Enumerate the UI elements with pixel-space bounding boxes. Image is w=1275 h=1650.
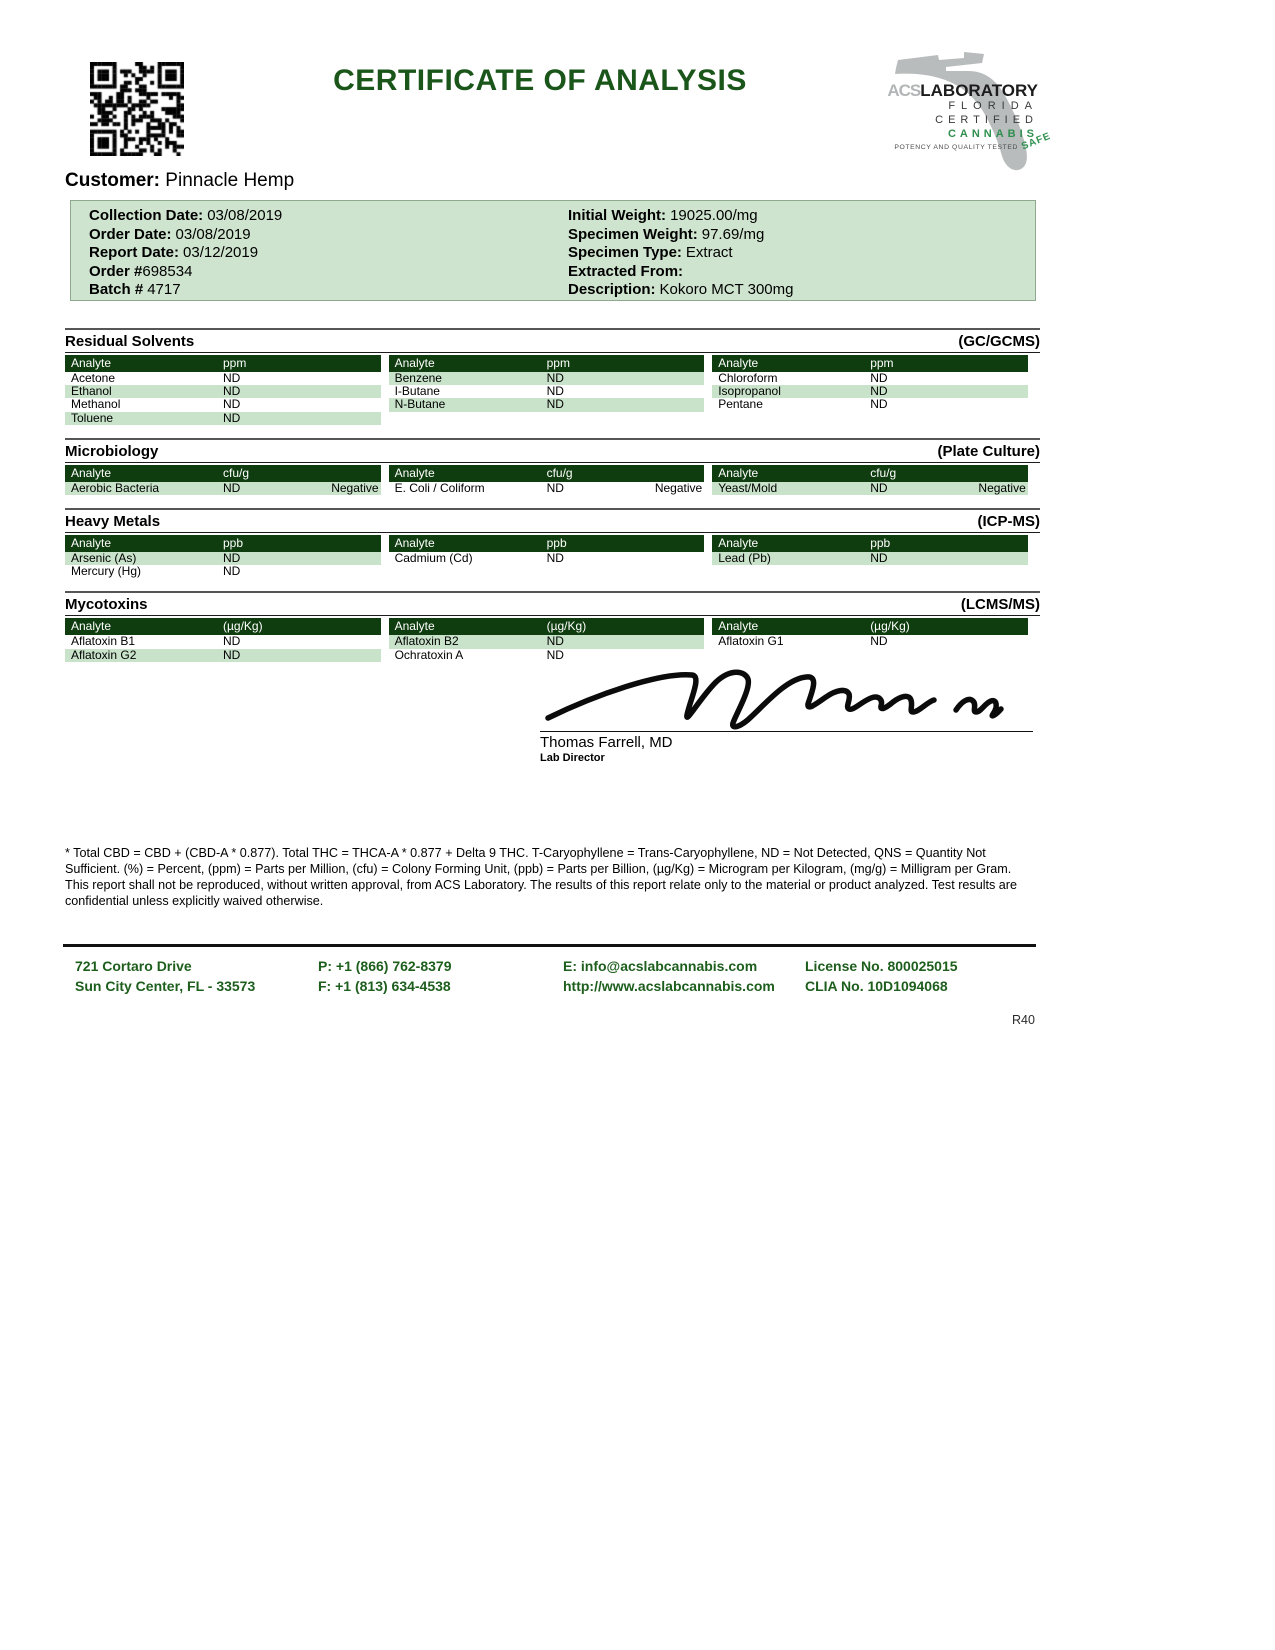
footer-phones <box>318 957 451 996</box>
analyte-value: ND <box>546 647 564 662</box>
info-value: Extract <box>685 244 733 262</box>
analyte-row <box>389 398 705 411</box>
table-header-bar <box>712 535 1028 552</box>
info-line <box>89 207 282 226</box>
table-header-bar <box>389 355 705 372</box>
analyte-value: ND <box>870 550 888 565</box>
analyte-name: Acetone <box>71 371 116 385</box>
table-header-bar <box>712 355 1028 372</box>
unit-column-header: ppb <box>223 535 244 550</box>
analyte-table <box>389 465 705 495</box>
analyte-row <box>65 412 381 425</box>
result-flag: Negative <box>331 480 379 495</box>
info-value: 03/08/2019 <box>207 207 283 224</box>
analyte-value: ND <box>223 397 241 412</box>
customer-label: Customer: <box>65 170 161 191</box>
analyte-name: Yeast/Mold <box>718 480 778 495</box>
analyte-value: ND <box>546 634 564 649</box>
analyte-table <box>65 535 381 578</box>
test-sections <box>65 328 1040 675</box>
info-line <box>568 263 793 282</box>
info-label: Order # <box>89 262 143 280</box>
analyte-value: ND <box>223 371 241 385</box>
info-line <box>89 281 282 300</box>
analyte-row <box>65 649 381 662</box>
analyte-table <box>389 355 705 425</box>
analyte-table <box>65 355 381 425</box>
info-label: Order Date: <box>89 225 172 243</box>
logo-acs-text: ACS <box>887 81 921 100</box>
analyte-name: Cadmium (Cd) <box>394 550 473 565</box>
info-label: Specimen Type: <box>568 244 682 262</box>
acs-laboratory-logo <box>868 44 1053 172</box>
footer-divider <box>63 944 1036 947</box>
section-heavy-metals <box>65 508 1040 578</box>
clia-number: CLIA No. 10D1094068 <box>805 977 948 994</box>
analyte-name: Benzene <box>394 371 442 385</box>
analyte-table <box>712 355 1028 425</box>
fax-number: F: +1 (813) 634-4538 <box>318 977 451 994</box>
analyte-row <box>389 552 705 565</box>
table-header-bar <box>389 465 705 482</box>
footer-license <box>805 957 958 996</box>
unit-column-header: cfu/g <box>223 465 250 480</box>
customer-name: Pinnacle Hemp <box>165 170 295 191</box>
section-tables <box>65 465 1028 495</box>
analyte-name: Methanol <box>71 397 121 412</box>
analyte-row <box>65 635 381 648</box>
analyte-table <box>65 465 381 495</box>
email-address: E: info@acslabcannabis.com <box>563 958 758 974</box>
info-line <box>568 226 793 245</box>
unit-column-header: cfu/g <box>546 465 573 480</box>
footnote-definitions: * Total CBD = CBD + (CBD-A * 0.877). Total THC = THCA-A * 0.877 + Delta 9 THC. T-Caryophyllene = Trans-Caryophyllene, ND = Not Detected, QNS = Quantity Not Sufficient. (%) = Percent, (ppm) = Parts per Million, (cfu) = Colony Forming Unit, (ppb) = Parts per Billion, (µg/Kg) = Microgram per Kilogram, (mg/g) = Milligram per Gram. <box>65 846 1012 876</box>
analyte-name: Pentane <box>718 397 763 412</box>
address-line1: 721 Cortaro Drive <box>75 958 192 974</box>
customer-line <box>65 170 294 192</box>
analyte-column-header: Analyte <box>394 356 435 370</box>
analyte-name: Isopropanol <box>718 384 781 399</box>
analyte-row <box>65 398 381 411</box>
analyte-row <box>712 398 1028 411</box>
section-tables <box>65 355 1028 425</box>
analyte-row <box>389 482 705 495</box>
info-line <box>568 207 793 226</box>
analyte-table <box>712 465 1028 495</box>
analyte-name: Aflatoxin G2 <box>71 647 137 662</box>
analyte-value: ND <box>546 384 564 399</box>
logo-florida-text: FLORIDA <box>948 100 1038 112</box>
unit-column-header: (µg/Kg) <box>546 619 587 634</box>
table-header-bar <box>65 618 381 635</box>
section-header <box>65 328 1040 353</box>
logo-certified-text: CERTIFIED <box>935 114 1038 126</box>
unit-column-header: cfu/g <box>870 465 897 480</box>
info-line <box>568 244 793 263</box>
table-header-bar <box>389 618 705 635</box>
footer-web <box>563 957 775 996</box>
section-title: Microbiology <box>65 442 159 460</box>
license-number: License No. 800025015 <box>805 958 958 974</box>
table-header-bar <box>65 465 381 482</box>
table-header-bar <box>389 535 705 552</box>
analyte-table <box>712 535 1028 578</box>
logo-cannabis-text: CANNABIS <box>947 128 1038 140</box>
table-header-bar <box>712 618 1028 635</box>
analyte-name: Ethanol <box>71 384 112 399</box>
analyte-row <box>65 482 381 495</box>
signature-line <box>540 660 1033 732</box>
section-method: (LCMS/MS) <box>960 596 1040 614</box>
info-label: Batch # <box>89 281 144 299</box>
analyte-column-header: Analyte <box>71 465 112 480</box>
analyte-name: Aflatoxin B1 <box>71 634 136 649</box>
analyte-value: ND <box>870 371 888 385</box>
unit-column-header: ppb <box>546 535 567 550</box>
analyte-name: Toluene <box>71 410 114 425</box>
analyte-column-header: Analyte <box>71 356 112 370</box>
unit-column-header: ppb <box>870 535 891 550</box>
analyte-value: ND <box>546 480 564 495</box>
table-header-bar <box>65 535 381 552</box>
info-label: Report Date: <box>89 244 180 262</box>
analyte-name: I-Butane <box>394 384 440 399</box>
analyte-name: N-Butane <box>394 397 446 412</box>
logo-laboratory-text: LABORATORY <box>920 81 1038 100</box>
analyte-table <box>712 618 1028 661</box>
unit-column-header: (µg/Kg) <box>223 619 263 634</box>
footer-address <box>75 957 255 996</box>
lab-director-name: Thomas Farrell, MD <box>540 734 673 751</box>
analyte-column-header: Analyte <box>394 535 435 550</box>
website-url: http://www.acslabcannabis.com <box>563 977 775 994</box>
analyte-row <box>712 552 1028 565</box>
section-header <box>65 508 1040 533</box>
lab-director-title: Lab Director <box>540 752 605 764</box>
info-value: 97.69/mg <box>701 225 765 243</box>
analyte-value: ND <box>223 564 241 579</box>
analyte-value: ND <box>223 550 241 565</box>
analyte-row <box>389 635 705 648</box>
analyte-row <box>65 565 381 578</box>
address-line2: Sun City Center, FL - 33573 <box>75 977 256 994</box>
section-header <box>65 438 1040 463</box>
info-line <box>568 281 793 300</box>
specimen-info-box <box>70 200 1036 301</box>
section-method: (ICP-MS) <box>977 512 1040 530</box>
analyte-value: ND <box>870 384 888 399</box>
section-residual-solvents <box>65 328 1040 425</box>
info-line <box>89 263 282 282</box>
analyte-value: ND <box>223 647 241 662</box>
analyte-name: Ochratoxin A <box>394 647 464 662</box>
section-title: Heavy Metals <box>65 512 161 530</box>
analyte-value: ND <box>546 371 564 385</box>
info-value: 03/08/2019 <box>175 225 251 243</box>
analyte-name: Arsenic (As) <box>71 550 137 565</box>
analyte-value: ND <box>223 480 241 495</box>
analyte-value: ND <box>870 634 888 649</box>
analyte-value: ND <box>870 480 888 495</box>
analyte-value: ND <box>223 634 241 649</box>
analyte-name: Lead (Pb) <box>718 550 771 565</box>
section-microbiology <box>65 438 1040 495</box>
info-label: Extracted From: <box>568 262 684 280</box>
info-column-left <box>89 207 282 300</box>
analyte-column-header: Analyte <box>71 535 112 550</box>
section-header <box>65 591 1040 616</box>
info-label: Specimen Weight: <box>568 225 698 243</box>
analyte-column-header: Analyte <box>71 619 112 634</box>
analyte-value: ND <box>223 410 241 425</box>
analyte-column-header: Analyte <box>718 356 759 370</box>
analyte-column-header: Analyte <box>394 465 435 480</box>
analyte-row <box>712 635 1028 648</box>
analyte-name: E. Coli / Coliform <box>394 480 485 495</box>
analyte-name: Aflatoxin B2 <box>394 634 459 649</box>
analyte-column-header: Analyte <box>718 619 759 634</box>
section-title: Residual Solvents <box>65 333 195 350</box>
info-column-right <box>568 207 793 300</box>
page-title: CERTIFICATE OF ANALYSIS <box>333 64 747 97</box>
table-header-bar <box>712 465 1028 482</box>
info-value: 698534 <box>142 262 193 280</box>
analyte-value: ND <box>870 397 888 412</box>
analyte-column-header: Analyte <box>718 535 759 550</box>
revision-code: R40 <box>1012 1013 1035 1027</box>
logo-safe-text: SAFE <box>1020 130 1053 153</box>
result-flag: Negative <box>654 480 703 495</box>
analyte-column-header: Analyte <box>718 465 759 480</box>
analyte-table <box>65 618 381 661</box>
section-method: (GC/GCMS) <box>958 333 1040 350</box>
section-title: Mycotoxins <box>65 596 148 614</box>
info-value: 03/12/2019 <box>183 244 259 262</box>
info-label: Collection Date: <box>89 207 204 224</box>
analyte-name: Mercury (Hg) <box>71 564 142 579</box>
phone-number: P: +1 (866) 762-8379 <box>318 958 452 974</box>
analyte-value: ND <box>546 550 564 565</box>
result-flag: Negative <box>978 480 1026 495</box>
info-value: 4717 <box>147 281 181 299</box>
section-tables <box>65 535 1028 578</box>
analyte-column-header: Analyte <box>394 619 435 634</box>
info-value: Kokoro MCT 300mg <box>659 281 794 299</box>
unit-column-header: ppm <box>870 356 894 370</box>
info-line <box>89 226 282 245</box>
analyte-name: Aerobic Bacteria <box>71 480 160 495</box>
analyte-table <box>389 535 705 578</box>
unit-column-header: ppm <box>546 356 570 370</box>
analyte-value: ND <box>223 384 241 399</box>
footnote-disclaimer: This report shall not be reproduced, without written approval, from ACS Laboratory. The results of this report relate only to the material or product analyzed. Test results are confidential unless explicitly waived otherwise. <box>65 877 1018 908</box>
unit-column-header: (µg/Kg) <box>870 619 910 634</box>
info-value: 19025.00/mg <box>670 207 758 224</box>
section-mycotoxins <box>65 591 1040 661</box>
section-method: (Plate Culture) <box>937 442 1040 460</box>
info-label: Description: <box>568 281 656 299</box>
signature-block <box>540 660 1033 764</box>
analyte-name: Chloroform <box>718 371 778 385</box>
info-label: Initial Weight: <box>568 207 667 224</box>
analyte-row <box>712 482 1028 495</box>
logo-tagline-text: POTENCY AND QUALITY TESTED <box>894 144 1018 151</box>
analyte-value: ND <box>546 397 564 412</box>
signature-icon <box>540 660 1010 730</box>
analyte-name: Aflatoxin G1 <box>718 634 784 649</box>
unit-column-header: ppm <box>223 356 247 370</box>
analyte-table <box>389 618 705 661</box>
section-tables <box>65 618 1028 661</box>
qr-code-icon <box>90 62 184 156</box>
footnotes <box>65 846 1033 910</box>
table-header-bar <box>65 355 381 372</box>
info-line <box>89 244 282 263</box>
